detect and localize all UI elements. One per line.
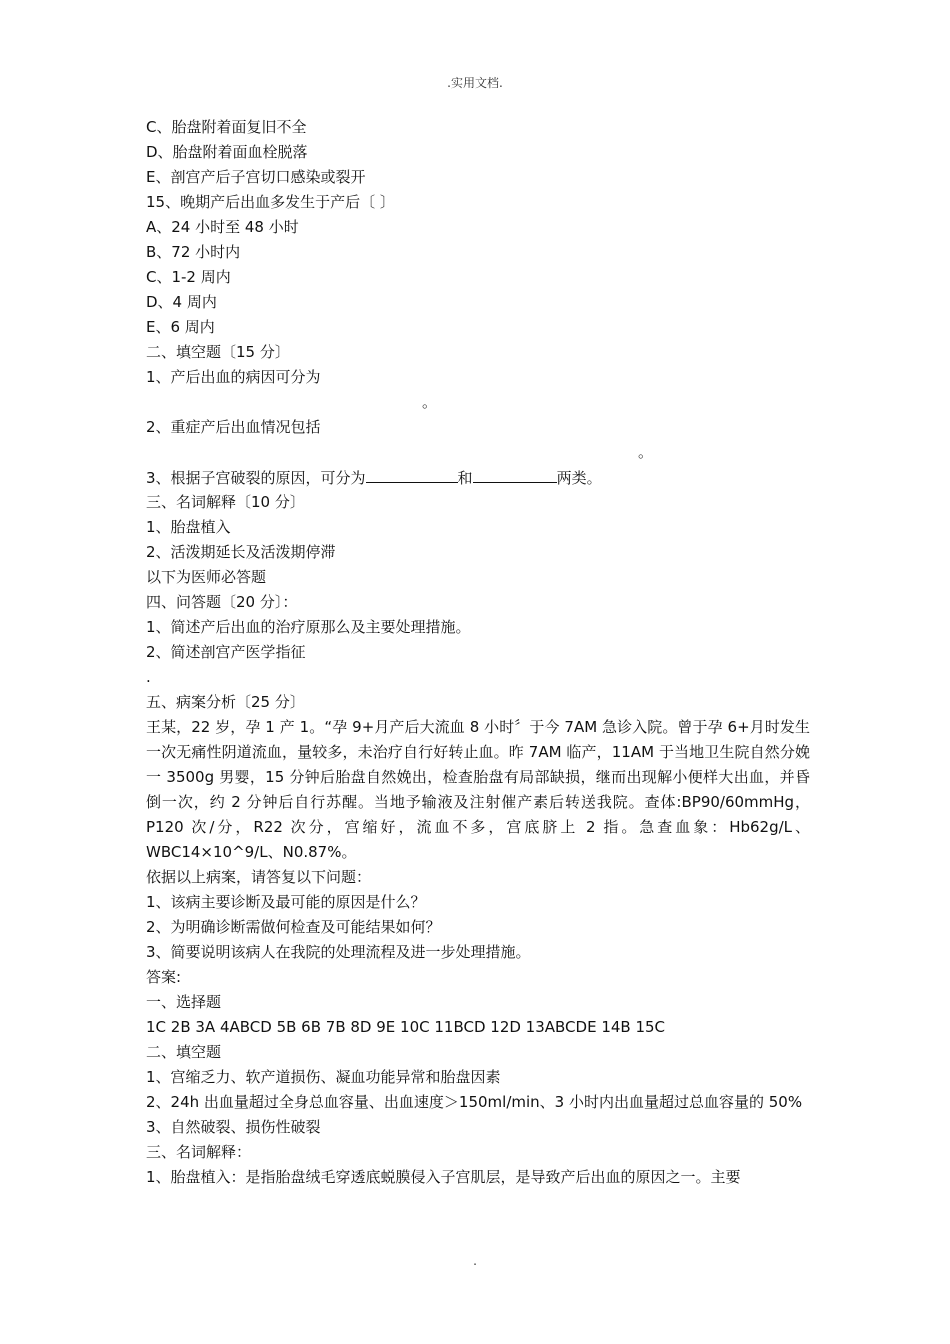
fill-answer-1: 1、宫缩乏力、软产道损伤、凝血功能异常和胎盘因素 [146, 1068, 501, 1086]
section-heading: 四、问答题〔20 分〕： [146, 593, 298, 611]
option-b: B、72 小时内 [146, 243, 241, 261]
option-c: C、1-2 周内 [146, 268, 231, 286]
section-heading: 二、填空题 [146, 1043, 222, 1061]
page-header: .实用文档. [447, 76, 503, 90]
term-2: 2、活泼期延长及活泼期停滞 [146, 543, 336, 561]
case-question-1: 1、该病主要诊断及最可能的原因是什么？ [146, 893, 426, 911]
option-c: C、胎盘附着面复旧不全 [146, 118, 307, 136]
option-e: E、6 周内 [146, 318, 215, 336]
fill-question-1-end: 。 [422, 393, 438, 411]
section-heading: 一、选择题 [146, 993, 222, 1011]
option-e: E、剖宫产后子宫切口感染或裂开 [146, 168, 366, 186]
case-question-2: 2、为明确诊断需做何检查及可能结果如何？ [146, 918, 441, 936]
stray-dot: . [146, 668, 151, 686]
term-answer-1: 1、胎盘植入：是指胎盘绒毛穿透底蜕膜侵入子宫肌层，是导致产后出血的原因之一。主要 [146, 1168, 741, 1186]
section-heading: 三、名词解释： [146, 1143, 252, 1161]
answer-blank [366, 465, 458, 483]
section-heading: 五、病案分析〔25 分〕 [146, 693, 305, 711]
fill-question-3-and: 和 [457, 469, 473, 487]
essay-question-1: 1、简述产后出血的治疗原那么及主要处理措施。 [146, 618, 471, 636]
fill-answer-2: 2、24h 出血量超过全身总血容量、出血速度＞150ml/min、3 小时内出血量超过总血容量的 50% [146, 1093, 803, 1111]
document-body [146, 115, 810, 1190]
case-question-3: 3、简要说明该病人在我院的处理流程及进一步处理措施。 [146, 943, 531, 961]
term-1: 1、胎盘植入 [146, 518, 231, 536]
option-d: D、胎盘附着面血栓脱落 [146, 143, 308, 161]
option-d: D、4 周内 [146, 293, 217, 311]
case-instruction: 依据以上病案，请答复以下问题： [146, 868, 372, 886]
fill-question-3-text: 3、根据子宫破裂的原因，可分为 [146, 469, 366, 487]
fill-question-3 [146, 465, 810, 490]
fill-question-1: 1、产后出血的病因可分为 [146, 368, 321, 386]
essay-question-2: 2、简述剖宫产医学指征 [146, 643, 306, 661]
section-heading: 三、名词解释〔10 分〕 [146, 493, 305, 511]
answer-blank [473, 465, 557, 483]
choice-answers: 1C 2B 3A 4ABCD 5B 6B 7B 8D 9E 10C 11BCD 12D 13ABCDE 14B 15C [146, 1018, 666, 1036]
fill-answer-3: 3、自然破裂、损伤性破裂 [146, 1118, 321, 1136]
case-description: 王某，22 岁，孕 1 产 1。“孕 9+月产后大流血 8 小时〞于今 7AM 急诊入院。曾于孕 6+月时发生一次无痛性阴道流血，量较多，未治疗自行好转止血。昨 7AM 临产，11AM 于当地卫生院自然分娩一 3500g 男婴，15 分钟后胎盘自然娩出，检查胎盘有局部缺损，继而出现解小便样大出血，并昏倒一次，约 2 分钟后自行苏醒。当地予输液及注射催产素后转送我院。查体:BP90/60mmHg，P120 次/分，R22 次分，宫缩好，流血不多，宫底脐上 2 指。急查血象：Hb62g/L、WBC14×10^9/L、N0.87%。 [146, 718, 810, 861]
question-15: 15、晚期产后出血多发生于产后〔 〕 [146, 193, 395, 211]
fill-question-2: 2、重症产后出血情况包括 [146, 418, 321, 436]
fill-question-3-tail: 两类。 [556, 469, 602, 487]
fill-question-2-end: 。 [638, 443, 654, 461]
section-heading: 二、填空题〔15 分〕 [146, 343, 290, 361]
answers-heading: 答案: [146, 968, 182, 986]
doctor-note: 以下为医师必答题 [146, 568, 267, 586]
option-a: A、24 小时至 48 小时 [146, 218, 299, 236]
page-footer: . [473, 1254, 477, 1268]
